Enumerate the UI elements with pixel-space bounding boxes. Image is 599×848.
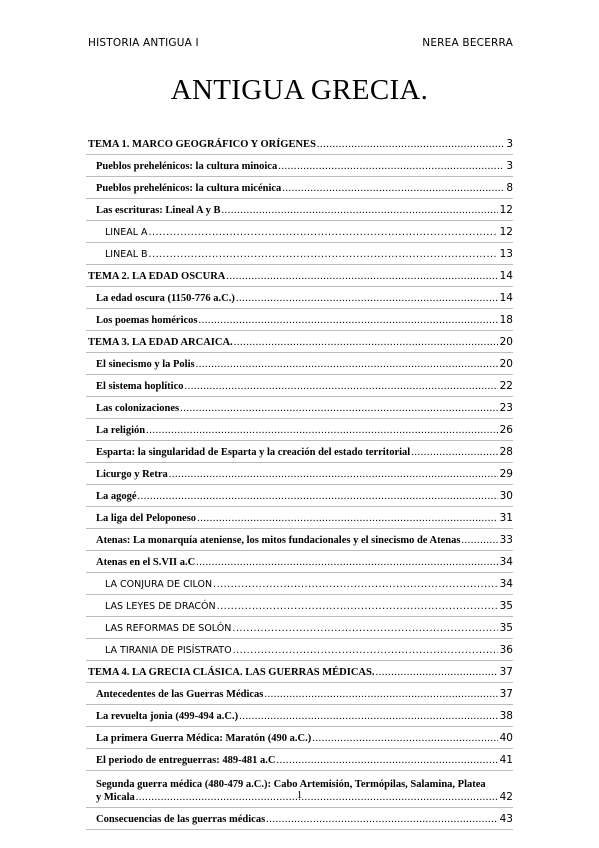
toc-entry[interactable]: [86, 287, 513, 309]
toc-entry[interactable]: [86, 463, 513, 485]
toc-entry-title: Los poemas homéricos: [96, 315, 198, 326]
toc-entry-title: La edad oscura (1150-776 a.C.): [96, 293, 235, 304]
toc-page-number: 35: [499, 600, 513, 612]
toc-page-number: 36: [499, 644, 513, 656]
toc-entry[interactable]: [86, 177, 513, 199]
toc-entry[interactable]: [86, 507, 513, 529]
dot-leader: [196, 556, 497, 569]
toc-entry-title: El sinecismo y la Polis: [96, 359, 195, 370]
toc-entry[interactable]: [86, 353, 513, 375]
toc-entry[interactable]: [86, 749, 513, 771]
toc-entry-title: Pueblos prehelénicos: la cultura minoica: [96, 161, 278, 172]
toc-entry-title: La liga del Peloponeso: [96, 513, 197, 524]
dot-leader: [213, 578, 498, 591]
dot-leader: [375, 666, 497, 679]
toc-entry-title: Licurgo y Retra: [96, 469, 168, 480]
toc-entry-title: La primera Guerra Médica: Maratón (490 a.C.): [96, 733, 312, 744]
dot-leader: [169, 468, 498, 481]
toc-entry[interactable]: [86, 441, 513, 463]
toc-entry[interactable]: [86, 485, 513, 507]
document-title: ANTIGUA GRECIA.: [170, 74, 429, 106]
toc-entry-title: Las colonizaciones: [96, 403, 180, 414]
toc-entry[interactable]: [86, 309, 513, 331]
dot-leader: [278, 160, 504, 173]
toc-entry[interactable]: [86, 551, 513, 573]
toc-entry-title: TEMA 4. LA GRECIA CLÁSICA. LAS GUERRAS MÉDICAS.: [88, 667, 375, 678]
toc-entry[interactable]: [86, 573, 513, 595]
toc-entry-title: LA TIRANIA DE PISÍSTRATO: [105, 645, 232, 656]
toc-entry[interactable]: [86, 617, 513, 639]
toc-entry-title: Esparta: la singularidad de Esparta y la creación del estado territorial: [96, 447, 411, 458]
toc-page-number: 14: [499, 292, 513, 304]
toc-entry[interactable]: [86, 199, 513, 221]
dot-leader: [276, 754, 497, 767]
dot-leader: [180, 402, 498, 415]
toc-page-number: 8: [506, 182, 513, 194]
toc-page-number: 28: [499, 446, 513, 458]
dot-leader: [233, 644, 498, 657]
dot-leader: [234, 336, 498, 349]
toc-entry-title-continued: y Micala: [96, 792, 135, 803]
toc-entry-title: Pueblos prehelénicos: la cultura micénica: [96, 183, 282, 194]
toc-page-number: 3: [506, 160, 513, 172]
dot-leader: [196, 358, 498, 371]
dot-leader: [232, 622, 497, 635]
toc-page-number: 30: [499, 490, 513, 502]
dot-leader: [239, 710, 498, 723]
dot-leader: [146, 424, 498, 437]
toc-page-number: 43: [499, 813, 513, 825]
dot-leader: [461, 534, 497, 547]
toc-page-number: 38: [499, 710, 513, 722]
toc-page-number: 34: [499, 556, 513, 568]
dot-leader: [226, 270, 497, 283]
toc-page-number: 13: [499, 248, 513, 260]
toc-page-number: 12: [499, 226, 513, 238]
toc-entry-title: LAS LEYES DE DRACÓN: [105, 601, 216, 612]
dot-leader: [317, 138, 504, 151]
toc-entry-title: Consecuencias de las guerras médicas: [96, 814, 266, 825]
toc-page-number: 20: [499, 358, 513, 370]
toc-entry[interactable]: [86, 155, 513, 177]
toc-page-number: 42: [499, 791, 513, 803]
toc-page-number: 23: [499, 402, 513, 414]
toc-page-number: 33: [499, 534, 513, 546]
toc-entry[interactable]: [86, 265, 513, 287]
toc-entry-title: LA CONJURA DE CILON: [105, 579, 213, 590]
toc-page-number: 37: [499, 666, 513, 678]
toc-entry-title: TEMA 1. MARCO GEOGRÁFICO Y ORÍGENES: [88, 139, 316, 150]
toc-entry[interactable]: [86, 529, 513, 551]
toc-page-number: 12: [499, 204, 513, 216]
dot-leader: [222, 204, 498, 217]
dot-leader: [197, 512, 498, 525]
toc-entry[interactable]: [86, 808, 513, 830]
dot-leader: [199, 314, 498, 327]
toc-page-number: 31: [499, 512, 513, 524]
toc-entry[interactable]: [86, 595, 513, 617]
toc-entry[interactable]: [86, 133, 513, 155]
toc-entry[interactable]: [86, 639, 513, 661]
toc-entry-title: LINEAL B: [105, 249, 148, 260]
toc-entry-title: El sistema hoplítico: [96, 381, 184, 392]
toc-entry[interactable]: [86, 221, 513, 243]
toc-page-number: 34: [499, 578, 513, 590]
toc-entry-title: El periodo de entreguerras: 489-481 a.C: [96, 755, 276, 766]
dot-leader: [217, 600, 498, 613]
toc-entry-title: LINEAL A: [105, 227, 148, 238]
toc-entry-title: Las escrituras: Lineal A y B: [96, 205, 221, 216]
dot-leader: [411, 446, 497, 459]
toc-entry-title: Atenas en el S.VII a.C: [96, 557, 196, 568]
toc-entry[interactable]: [86, 375, 513, 397]
dot-leader: [282, 182, 504, 195]
toc-entry[interactable]: [86, 705, 513, 727]
toc-entry[interactable]: [86, 331, 513, 353]
toc-page-number: 37: [499, 688, 513, 700]
running-header-left: HISTORIA ANTIGUA I: [88, 37, 199, 49]
dot-leader: [138, 490, 498, 503]
toc-entry[interactable]: [86, 683, 513, 705]
dot-leader: [185, 380, 498, 393]
dot-leader: [266, 813, 497, 826]
toc-page-number: 20: [499, 336, 513, 348]
toc-entry-title: Segunda guerra médica (480-479 a.C.): Cabo Artemisión, Termópilas, Salamina, Platea: [96, 779, 486, 790]
toc-page-number: 26: [499, 424, 513, 436]
toc-page-number: 22: [499, 380, 513, 392]
toc-entry[interactable]: [86, 727, 513, 749]
toc-entry-title: La revuelta jonia (499-494 a.C.): [96, 711, 239, 722]
page-number: 1: [296, 789, 303, 801]
dot-leader: [264, 688, 497, 701]
toc-page-number: 14: [499, 270, 513, 282]
toc-entry[interactable]: [86, 661, 513, 683]
toc-entry-title: La agogé: [96, 491, 137, 502]
toc-entry[interactable]: [86, 419, 513, 441]
toc-page-number: 35: [499, 622, 513, 634]
toc-page-number: 18: [499, 314, 513, 326]
toc-page-number: 41: [499, 754, 513, 766]
toc-entry-title: TEMA 2. LA EDAD OSCURA: [88, 271, 226, 282]
dot-leader: [149, 248, 498, 261]
toc-page-number: 3: [506, 138, 513, 150]
toc-entry-title: TEMA 3. LA EDAD ARCAICA.: [88, 337, 233, 348]
running-header-right: NEREA BECERRA: [422, 37, 513, 49]
dot-leader: [236, 292, 498, 305]
toc-entry-title: La religión: [96, 425, 146, 436]
dot-leader: [312, 732, 497, 745]
toc-entry-title: Antecedentes de las Guerras Médicas: [96, 689, 264, 700]
toc-page-number: 29: [499, 468, 513, 480]
toc-entry[interactable]: [86, 397, 513, 419]
toc-entry-title: Atenas: La monarquía ateniense, los mitos fundacionales y el sinecismo de Atenas: [96, 535, 461, 546]
toc-entry-title: LAS REFORMAS DE SOLÓN: [105, 623, 232, 634]
table-of-contents: [86, 133, 513, 830]
toc-entry[interactable]: [86, 243, 513, 265]
dot-leader: [149, 226, 498, 239]
toc-page-number: 40: [499, 732, 513, 744]
